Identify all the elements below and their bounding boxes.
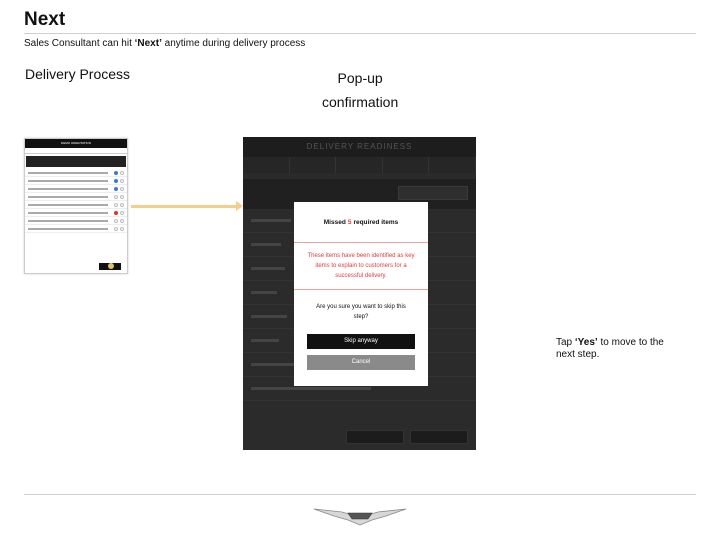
continue-button[interactable]: [410, 430, 468, 444]
tablet-tabs: [243, 157, 476, 173]
right-arrow-icon: [131, 205, 239, 208]
thumb-tabs: [25, 148, 127, 154]
back-button[interactable]: [346, 430, 404, 444]
cancel-button[interactable]: Cancel: [307, 355, 415, 370]
instruction-note: Tap ‘Yes’ to move to the next step.: [556, 337, 664, 360]
slide-title: Next: [24, 9, 66, 30]
popup-confirmation-label: Pop-up confirmation: [322, 70, 399, 110]
thumb-next-button[interactable]: [99, 263, 121, 270]
list-item: [25, 193, 127, 201]
list-item: [25, 201, 127, 209]
delivery-process-screenshot: [24, 138, 128, 274]
thumb-header: DEMO ORIENTATION: [25, 139, 127, 148]
dialog-title: Missed 5 required items: [323, 218, 399, 226]
top-divider: [24, 33, 696, 34]
dialog-warning: These items have been identified as key items to explain to customers for a successful delivery.: [294, 242, 428, 290]
search-input[interactable]: [398, 186, 468, 200]
slide-subtitle: Sales Consultant can hit ‘Next’ anytime during delivery process: [24, 38, 306, 49]
tap-indicator-icon: [108, 263, 114, 269]
genesis-wings-logo-icon: [312, 502, 408, 533]
tablet-footer: [346, 430, 468, 444]
list-item: [25, 225, 127, 233]
list-item: [25, 209, 127, 217]
dialog-question: Are you sure you want to skip this step?: [316, 304, 406, 320]
delivery-process-label: Delivery Process: [25, 66, 131, 82]
list-item: [25, 185, 127, 193]
missed-count: 5: [347, 218, 352, 226]
bottom-divider: [24, 494, 696, 495]
tablet-header: DELIVERY READINESS: [243, 137, 476, 157]
list-item: [25, 177, 127, 185]
missed-items-dialog: [294, 202, 428, 386]
list-item: [25, 217, 127, 225]
list-item: [25, 169, 127, 177]
skip-anyway-button[interactable]: Skip anyway: [307, 334, 415, 349]
thumb-customer-bar: [26, 156, 126, 167]
